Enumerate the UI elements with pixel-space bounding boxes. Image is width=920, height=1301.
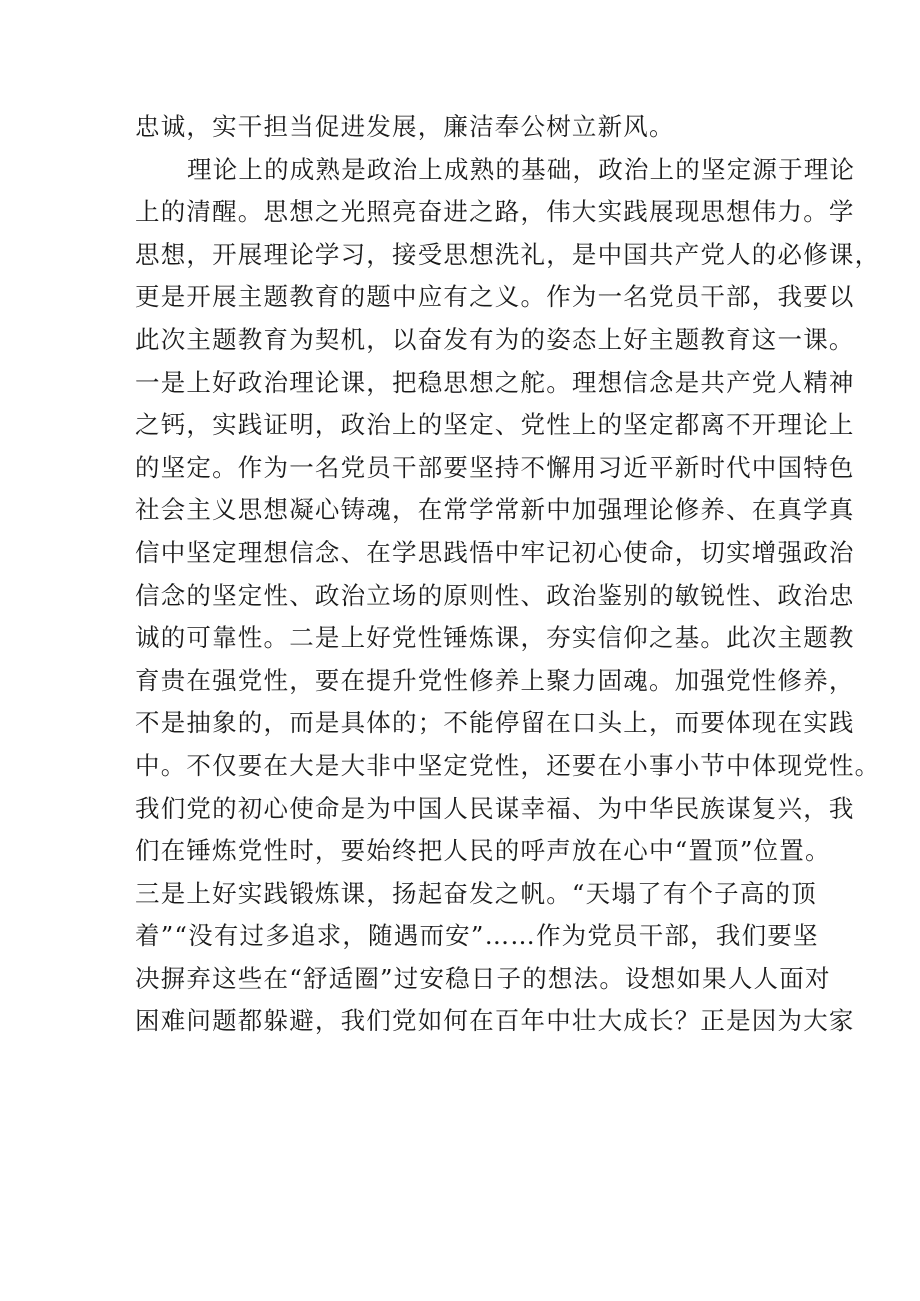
text-line: 更是开展主题教育的题中应有之义。作为一名党员干部，我要以 (135, 282, 855, 312)
text-line: 中。不仅要在大是大非中坚定党性，还要在小事小节中体现党性。 (135, 750, 881, 780)
body-text (135, 106, 881, 1043)
text-line: 的坚定。作为一名党员干部要坚持不懈用习近平新时代中国特色 (135, 452, 855, 482)
text-line: 育贵在强党性，要在提升党性修养上聚力固魂。加强党性修养， (135, 665, 855, 695)
text-line: 不是抽象的，而是具体的；不能停留在口头上，而要体现在实践 (135, 708, 855, 738)
text-line: 三是上好实践锻炼课，扬起奋发之帆。“天塌了有个子高的顶 (135, 878, 817, 908)
text-line: 我们党的初心使命是为中国人民谋幸福、为中华民族谋复兴，我 (135, 793, 855, 823)
text-line: 忠诚，实干担当促进发展，廉洁奉公树立新风。 (135, 112, 675, 141)
text-line: 诚的可靠性。二是上好党性锤炼课，夯实信仰之基。此次主题教 (135, 623, 855, 653)
text-line: 决摒弃这些在“舒适圈”过安稳日子的想法。设想如果人人面对 (135, 963, 831, 993)
text-line: 思想，开展理论学习，接受思想洗礼，是中国共产党人的必修课， (135, 239, 881, 269)
text-line: 困难问题都躲避，我们党如何在百年中壮大成长？正是因为大家 (135, 1006, 855, 1036)
text-line: 们在锤炼党性时，要始终把人民的呼声放在心中“置顶”位置。 (135, 836, 831, 866)
paragraph-start-line: 理论上的成熟是政治上成熟的基础，政治上的坚定源于理论 (187, 154, 856, 184)
text-line: 一是上好政治理论课，把稳思想之舵。理想信念是共产党人精神 (135, 367, 855, 397)
text-line: 着”“没有过多追求，随遇而安”……作为党员干部，我们要坚 (135, 921, 819, 951)
text-line: 上的清醒。思想之光照亮奋进之路，伟大实践展现思想伟力。学 (135, 197, 855, 227)
text-line: 信中坚定理想信念、在学思践悟中牢记初心使命，切实增强政治 (135, 537, 855, 567)
text-line: 之钙，实践证明，政治上的坚定、党性上的坚定都离不开理论上 (135, 410, 855, 440)
text-line: 此次主题教育为契机，以奋发有为的姿态上好主题教育这一课。 (135, 324, 855, 354)
text-line: 信念的坚定性、政治立场的原则性、政治鉴别的敏锐性、政治忠 (135, 580, 855, 610)
text-line: 社会主义思想凝心铸魂，在常学常新中加强理论修养、在真学真 (135, 495, 855, 525)
